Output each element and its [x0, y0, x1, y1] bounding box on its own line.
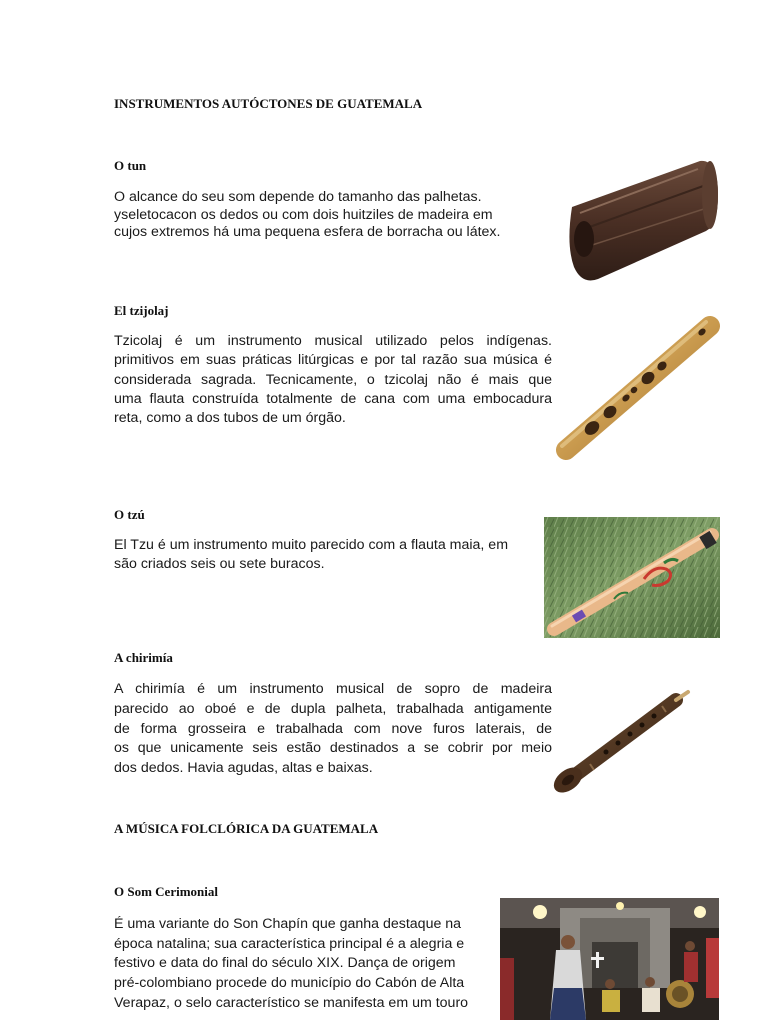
text-line: Tzicolaj é um instrumento musical utilizado pelos indígenas.: [114, 333, 552, 349]
text-line: pré-colombiano procede do município do Cabón de Alta: [114, 975, 465, 992]
section-heading-tzu: O tzú: [114, 507, 145, 522]
section-text-chirimia: [114, 680, 552, 779]
text-line: festivo e data do final do século XIX. Dança de origem: [114, 955, 456, 972]
text-line: Verapaz, o selo característico se manifesta em um touro: [114, 994, 469, 1011]
tun-drum-image: [560, 155, 722, 285]
text-line: considerada sagrada. Tecnicamente, o tzicolaj não é mais que: [114, 371, 552, 388]
document-title: INSTRUMENTOS AUTÓCTONES DE GUATEMALA: [114, 96, 423, 111]
text-line: uma flauta construída totalmente de cana com uma embocadura: [114, 390, 552, 407]
text-line: dos dedos. Havia agudas, altas e baixas.: [114, 760, 373, 777]
section-heading-tun: O tun: [114, 158, 147, 173]
text-line: época natalina; sua característica principal é a alegria e: [114, 935, 465, 952]
text-line: A chirimía é um instrumento musical de sopro de madeira: [114, 681, 552, 697]
section-text-tzijolaj: [114, 332, 552, 428]
section-text-tzu: [114, 536, 508, 574]
text-line: parecido ao oboé e de dupla palheta, trabalhada antigamente: [114, 700, 552, 717]
section-heading-som-cerimonial: O Som Cerimonial: [114, 884, 218, 899]
text-line: O alcance do seu som depende do tamanho das palhetas.: [114, 189, 482, 205]
text-line: são criados seis ou sete buracos.: [114, 556, 325, 572]
chirimia-image: [550, 684, 696, 798]
ceremonial-dance-image: [500, 898, 719, 1020]
section-title-folk-music: A MÚSICA FOLCLÓRICA DA GUATEMALA: [114, 821, 379, 836]
section-heading-chirimia: A chirimía: [114, 650, 173, 665]
section-text-tun: [114, 189, 500, 242]
text-line: cujos extremos há uma pequena esfera de borracha ou látex.: [114, 224, 501, 240]
painted-flute-image: [544, 517, 720, 638]
text-line: El Tzu é um instrumento muito parecido com a flauta maia, em: [114, 537, 509, 553]
bamboo-flute-image: [552, 314, 722, 462]
section-heading-tzijolaj: El tzijolaj: [114, 303, 169, 318]
text-line: reta, como a dos tubos de um órgão.: [114, 410, 346, 427]
text-line: É uma variante do Son Chapín que ganha destaque na: [114, 916, 462, 932]
text-line: os que unicamente seis estão destinados a se cobrir por meio: [114, 740, 552, 757]
text-line: de forma grosseira e trabalhada com nove furos laterais, de: [114, 720, 552, 737]
text-line: yseletocacon os dedos ou com dois huitziles de madeira em: [114, 206, 493, 223]
text-line: primitivos em suas práticas litúrgicas e por tal razão sua música é: [114, 352, 552, 369]
section-text-som-cerimonial: [114, 915, 468, 1014]
